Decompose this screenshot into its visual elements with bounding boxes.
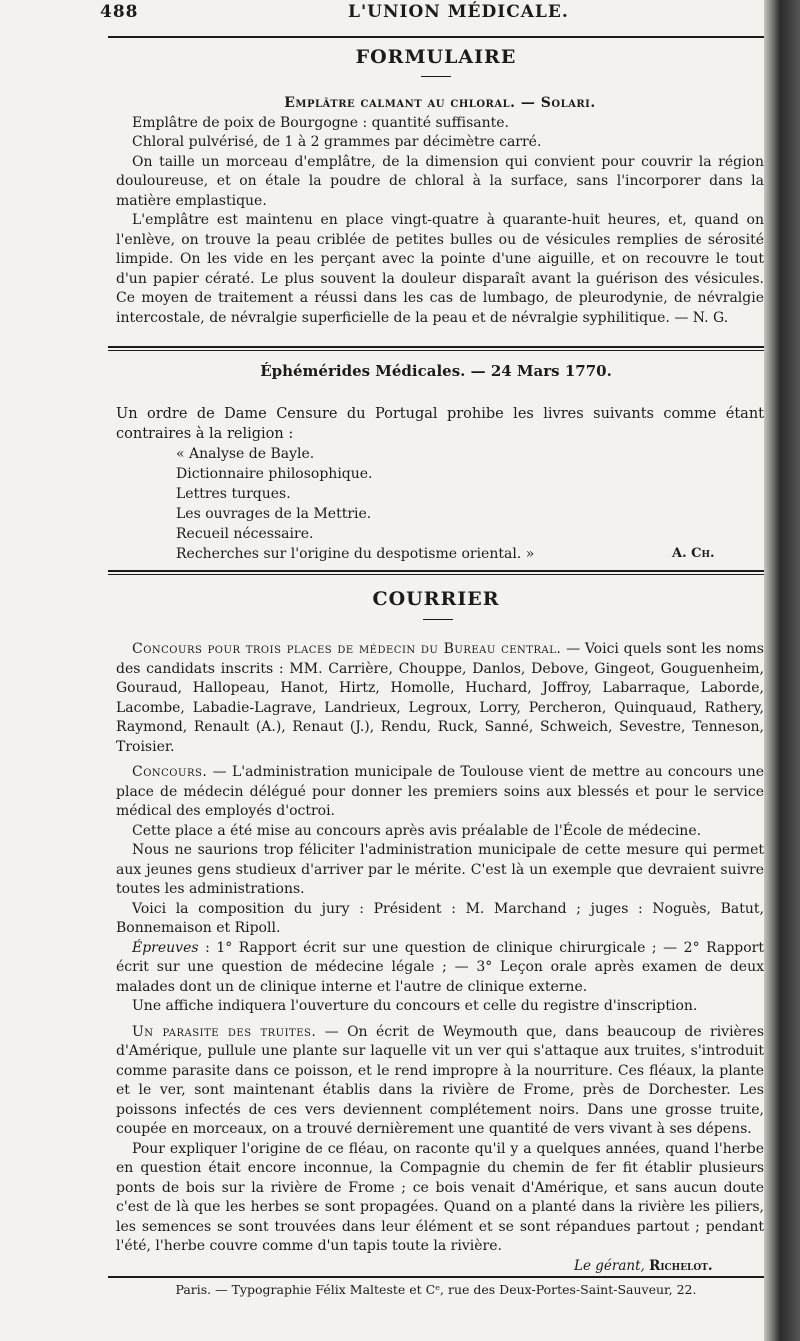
header-rule	[108, 36, 764, 38]
news-paragraph: Concours. — L'administration municipale de Toulouse vient de mettre au concours une place de médecin délégué pour donner les premiers soins aux blessés et pour le service médical des employés d'octroi.	[116, 764, 764, 819]
news-paragraph: Épreuves : 1° Rapport écrit sur une question de clinique chirurgicale ; — 2° Rapport écrit sur une question de médecine légale ; — 3° Leçon orale après examen de deux malades dont un de clinique interne et l'autre de clinique externe.	[116, 939, 764, 995]
news-paragraph: Voici la composition du jury : Président : M. Marchand ; juges : Noguès, Batut, Bonnemaison et Ripoll.	[116, 900, 764, 936]
printer-footer: Paris. — Typographie Félix Malteste et Cᵉ, rue des Deux-Portes-Saint-Sauveur, 22.	[175, 1282, 697, 1297]
ephemerides-signature: A. Ch.	[672, 546, 715, 561]
recipe-ingredient: Chloral pulvérisé, de 1 à 2 grammes par décimètre carré.	[132, 134, 542, 150]
journal-title: L'UNION MÉDICALE.	[348, 2, 569, 22]
news-paragraph: Nous ne saurions trop féliciter l'administration municipale de cette mesure qui permet aux jeunes gens studieux d'arriver par le mérite. C'est là un exemple que devraient suivre toutes les administrations.	[116, 842, 764, 897]
book-item: Dictionnaire philosophique.	[176, 466, 373, 482]
recipe-paragraph: On taille un morceau d'emplâtre, de la dimension qui convient pour couvrir la région douloureuse, et on étale la poudre de chloral à la surface, sans l'incorporer dans la matière emplastique.	[116, 153, 764, 209]
courrier-title: COURRIER	[372, 588, 500, 610]
title-dash	[423, 619, 453, 620]
courrier-section	[116, 640, 764, 1257]
section-rule	[108, 346, 764, 348]
page-edge	[764, 0, 800, 1341]
formulaire-title: FORMULAIRE	[355, 46, 517, 68]
ephemerides-heading	[108, 362, 764, 380]
news-paragraph: Pour expliquer l'origine de ce fléau, on raconte qu'il y a quelques années, quand l'herbe en question était encore inconnue, la Compagnie du chemin de fer fit établir plusieurs ponts de bois sur la rivière de Frome ; ce bois venait d'Amérique, et sans aucun doute c'est de là que les herbes se sont propagées. Quand on a planté dans la rivière les piliers, les semences se sont trouvées dans leur élément et se sont répandues partout ; pendant l'été, l'herbe couvre comme d'un tapis toute la rivière.	[116, 1140, 764, 1254]
section-rule	[108, 574, 764, 575]
news-paragraph: Cette place a été mise au concours après avis préalable de l'École de médecine.	[132, 822, 702, 839]
book-item: « Analyse de Bayle.	[176, 446, 315, 462]
book-item: Les ouvrages de la Mettrie.	[176, 506, 372, 522]
book-item: Lettres turques.	[176, 486, 291, 502]
gerant-signature: Le gérant, Richelot.	[574, 1258, 713, 1274]
title-dash	[421, 76, 451, 77]
book-item: Recueil nécessaire.	[176, 526, 314, 542]
section-rule	[108, 350, 764, 351]
footer-rule	[108, 1276, 764, 1278]
news-paragraph: Un parasite des truites. — On écrit de Weymouth que, dans beaucoup de rivières d'Amérique, pullule une plante sur laquelle vit un ver qui s'attaque aux truites, s'introduit comme parasite dans ce poisson, et le rend impropre à la nourriture. Ces fléaux, la plante et le ver, sont maintenant établis dans la rivière de Frome, près de Dorchester. Les poissons infectés de ces vers deviennent complétement noirs. Dans une grosse truite, coupée en morceaux, on a trouvé dernièrement une quantité de vers vivant à ses dépens.	[116, 1023, 764, 1137]
news-paragraph: Une affiche indiquera l'ouverture du concours et celle du registre d'inscription.	[132, 998, 698, 1014]
ephemerides-intro: Un ordre de Dame Censure du Portugal prohibe les livres suivants comme étant contraires à la religion :	[116, 406, 764, 442]
page-header	[100, 0, 760, 24]
book-item: Recherches sur l'origine du despotisme oriental. »	[176, 546, 535, 562]
ephemerides-title: Éphémérides Médicales.	[260, 362, 466, 380]
news-paragraph: Concours pour trois places de médecin du Bureau central. — Voici quels sont les noms des candidats inscrits : MM. Carrière, Chouppe, Danlos, Debove, Gingeot, Gouguenheim, Gouraud, Hallopeau, Hanot, Hirtz, Homolle, Huchard, Joffroy, Labarraque, Laborde, Lacombe, Labadie-Lagrave, Landrieux, Legroux, Lorry, Percheron, Quinquaud, Rathery, Raymond, Renault (A.), Renaut (J.), Rendu, Ruck, Sanné, Schweich, Sevestre, Tenneson, Troisier.	[116, 641, 764, 755]
recipe-paragraph: L'emplâtre est maintenu en place vingt-quatre à quarante-huit heures, et, quand on l'enlève, on trouve la peau criblée de petites bulles ou de vésicules remplies de sérosité limpide. On les vide en les perçant avec la pointe d'une aiguille, et on recouvre le tout d'un papier cératé. Le plus souvent la douleur disparaît avant la guérison des vésicules. Ce moyen de traitement a réussi dans les cas de lumbago, de pleurodynie, de névralgie intercostale, de névralgie superficielle de la peau et de névralgie syphilitique. — N. G.	[116, 212, 764, 326]
section-rule	[108, 570, 764, 572]
formulaire-section	[116, 94, 764, 328]
page-number: 488	[100, 2, 139, 22]
recipe-ingredient: Emplâtre de poix de Bourgogne : quantité suffisante.	[132, 114, 509, 131]
ephemerides-date: — 24 Mars 1770.	[470, 362, 612, 380]
recipe-title: Emplâtre calmant au chloral. — Solari.	[284, 95, 596, 111]
